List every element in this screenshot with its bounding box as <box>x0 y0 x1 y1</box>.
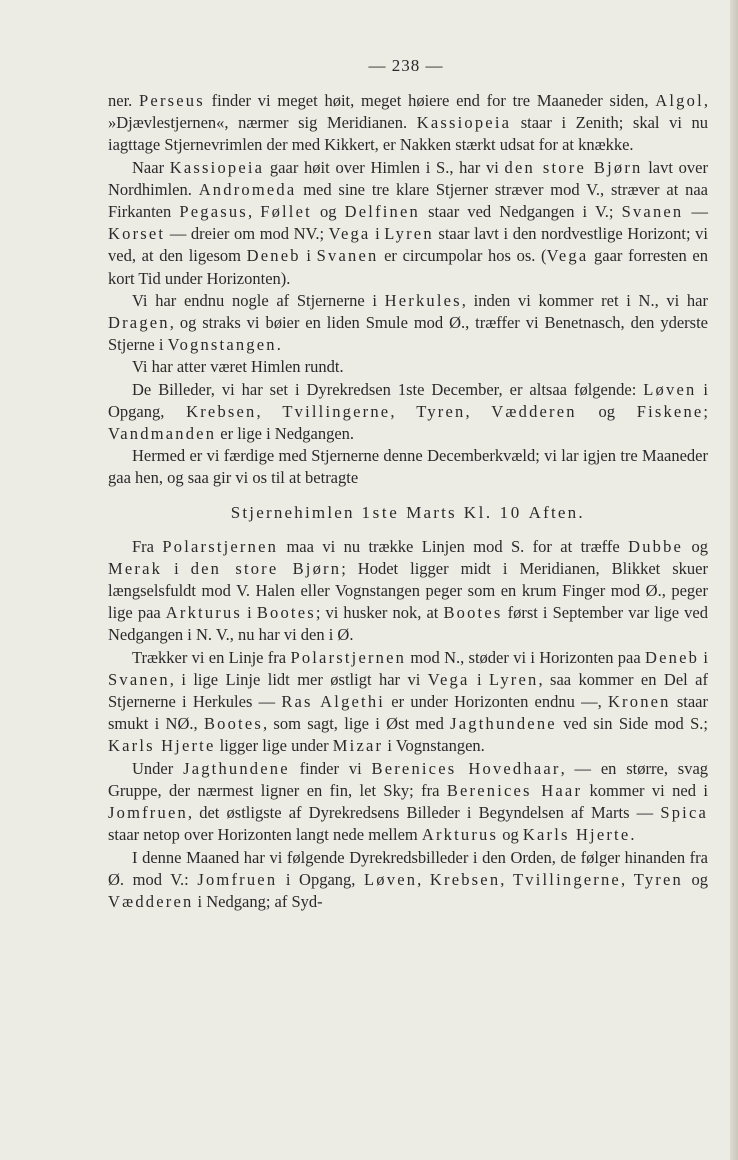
text-run: Naar <box>132 157 170 177</box>
spaced-term: Fiskene <box>636 401 704 421</box>
paragraph <box>108 445 708 489</box>
spaced-term: Marts <box>406 502 457 522</box>
spaced-term: Karls Hjerte <box>522 825 631 845</box>
text-run: er lige i Nedgangen. <box>216 424 355 444</box>
spaced-term: Korset <box>108 224 166 244</box>
text-run: mod N., støder vi i Horizonten paa <box>406 647 646 667</box>
paragraph <box>108 157 708 290</box>
text-run: gaar høit over Himlen i S., har vi <box>264 157 505 177</box>
spaced-term: Lyren <box>384 224 434 244</box>
spaced-term: Svanen <box>316 246 379 266</box>
text-run: . <box>276 335 281 355</box>
spaced-term: Krebsen <box>429 869 501 889</box>
spaced-term: Tvillingerne <box>282 401 391 421</box>
spaced-term: Berenices Hovedhaar <box>371 758 561 778</box>
text-run: , »Djævlestjernen«, nærmer sig Meridianen. <box>108 91 708 133</box>
text-run: i Opgang, <box>108 379 708 421</box>
text-run: i <box>699 647 708 667</box>
spaced-term: Karls Hjerte <box>108 736 216 756</box>
spaced-term: Vædderen <box>491 401 577 421</box>
spaced-term: Bootes <box>443 603 503 623</box>
text-run: er under Horizonten endnu —, <box>385 692 608 712</box>
text-run: i <box>370 224 385 244</box>
text-run: og <box>683 536 708 556</box>
spaced-term: Polarstjernen <box>290 647 407 667</box>
text-run: gaar forresten en kort Tid under Horizonten). <box>108 246 708 288</box>
text-run: , <box>465 401 492 421</box>
spaced-term: Kassiopeia <box>169 157 265 177</box>
spaced-term: Jagthundene <box>450 714 557 734</box>
text-run: i <box>300 246 317 266</box>
text-run: , <box>620 869 634 889</box>
text-run: ner. <box>108 91 140 110</box>
spaced-term: Deneb <box>246 246 301 266</box>
text-run: , <box>256 401 283 421</box>
text-run: , som sagt, lige i Øst med <box>262 714 451 734</box>
body-text <box>108 90 708 913</box>
spaced-term: Bootes <box>256 603 316 623</box>
text-run: , saa kommer en Del af Stjernerne i Herkules — <box>108 669 708 712</box>
spaced-term: Deneb <box>645 647 700 667</box>
spaced-term: Ras Algethi <box>281 692 386 712</box>
text-run: staar lavt i den nordvestlige Horizont; vi ved, at den ligesom <box>108 224 708 266</box>
spaced-term: Algol <box>655 91 704 110</box>
spaced-term: Vognstangen <box>167 335 277 355</box>
text-run: og <box>576 401 637 421</box>
spaced-term: Vega <box>328 224 371 244</box>
text-run: , det østligste af Dyrekredsens Billeder i Begyndelsen af Marts — <box>187 803 661 823</box>
text-run: ; Hodet ligger midt i Meridianen, Blikket skuer længselsfuldt mod V. Halen eller Vognstangen peger som en krum Finger mod Ø., peger lige paa <box>108 558 709 623</box>
paragraph <box>108 647 708 758</box>
text-run: i <box>469 669 489 689</box>
spaced-term: Berenices Haar <box>446 780 583 800</box>
spaced-term: Perseus <box>139 91 205 110</box>
text-run: ligger lige under <box>215 736 333 756</box>
spaced-term: Tvillingerne <box>513 869 621 889</box>
spaced-term: Tyren <box>633 869 683 889</box>
text-run: i <box>242 603 257 623</box>
text-run: kommer vi ned i <box>582 780 708 800</box>
spaced-term: Spica <box>660 803 708 823</box>
spaced-term: Svanen <box>108 669 170 689</box>
page-number: — 238 — <box>368 56 444 75</box>
spaced-term: Bootes <box>203 714 263 734</box>
spaced-term: Lyren <box>488 669 539 689</box>
text-run: med sine tre klare Stjerner stræver mod V., stræver at naa Firkanten <box>108 179 708 222</box>
spaced-term: Arkturus <box>165 603 243 623</box>
text-run: , <box>247 202 261 222</box>
text-run: ; vi husker nok, at <box>315 603 444 623</box>
spaced-term: Arkturus <box>421 825 499 845</box>
text-run: og <box>311 202 345 222</box>
spaced-term: Løven <box>643 379 697 399</box>
text-run: i Vognstangen. <box>383 736 485 756</box>
spaced-term: Vædderen <box>108 891 194 911</box>
text-run: staar i Zenith; skal vi nu iagttage Stjernevrimlen der med Kikkert, er Nakken stærkt udsat for at knække. <box>108 113 708 155</box>
spaced-term: Kassiopeia <box>416 113 512 133</box>
spaced-term: Vandmanden <box>108 424 217 444</box>
paragraph <box>108 379 708 446</box>
spaced-term: Dubbe <box>628 536 684 556</box>
section-heading <box>108 502 708 524</box>
spaced-term: Dragen <box>108 313 170 333</box>
text-run: staar smukt i NØ., <box>108 692 708 734</box>
spaced-term: Stjernehimlen <box>230 502 355 522</box>
text-run: Vi har atter været Himlen rundt. <box>132 357 344 377</box>
paragraph <box>108 536 708 647</box>
spaced-term: Svanen <box>621 202 684 222</box>
text-run: . <box>578 502 586 522</box>
spaced-term: Kronen <box>607 692 671 712</box>
text-run: og <box>682 869 709 889</box>
text-run: , i lige Linje lidt mer østligt har vi <box>169 669 428 689</box>
spaced-term: Krebsen <box>186 401 257 421</box>
text-run: i <box>162 558 191 578</box>
spaced-term: Jagthundene <box>183 758 290 778</box>
text-run: maa vi nu trække Linjen mod S. for at træffe <box>278 536 629 556</box>
text-run: Hermed er vi færdige med Stjernerne denne Decemberkvæld; vi lar igjen tre Maaneder gaa hen, og saa gir vi os til at betragte <box>108 446 708 488</box>
text-run: Under <box>132 758 184 778</box>
text-run: er circumpolar hos os. ( <box>378 246 547 266</box>
paragraph <box>108 758 708 847</box>
spaced-term: den store Bjørn <box>504 157 643 177</box>
paragraph <box>108 290 708 357</box>
text-run: 1ste <box>354 502 407 522</box>
text-run: i Nedgang; af Syd- <box>193 891 323 911</box>
spaced-term: Vega <box>427 669 470 689</box>
text-run: Fra <box>132 536 163 556</box>
text-run: Trækker vi en Linje fra <box>132 647 291 667</box>
text-run: staar netop over Horizonten langt nede mellem <box>108 825 422 845</box>
text-run: — <box>683 202 708 222</box>
text-run: staar ved Nedgangen i V.; <box>419 202 622 222</box>
spaced-term: Føllet <box>260 202 312 222</box>
text-run: lavt over Nordhimlen. <box>108 157 708 199</box>
text-run: , <box>417 869 430 889</box>
text-run: og <box>498 825 523 845</box>
spaced-term: Mizar <box>332 736 384 756</box>
text-run: ; <box>703 401 709 421</box>
spaced-term: Pegasus <box>179 202 248 222</box>
text-run: Kl. 10 <box>456 502 529 522</box>
text-run: finder vi <box>289 758 372 778</box>
spaced-term: Jomfruen <box>108 803 188 823</box>
text-run: , — en større, svag Gruppe, der nærmest ligner en fin, let Sky; fra <box>108 758 709 800</box>
text-run: , <box>390 401 417 421</box>
spaced-term: Merak <box>108 558 163 578</box>
paragraph <box>108 356 708 378</box>
spaced-term: Løven <box>364 869 418 889</box>
text-run: — dreier om mod NV.; <box>165 224 329 244</box>
spaced-term: Delfinen <box>344 202 420 222</box>
text-run: , og straks vi bøier en liden Smule mod Ø., træffer vi Benetnasch, den yderste Stjerne i <box>108 313 708 355</box>
paragraph <box>108 847 708 914</box>
text-run: Vi har endnu nogle af Stjernerne i <box>132 290 385 310</box>
text-run: De Billeder, vi har set i Dyrekredsen 1ste December, er altsaa følgende: <box>132 379 644 399</box>
text-run: ved sin Side mod S.; <box>556 714 708 734</box>
text-run: først i September var lige ved Nedgangen i N. V., nu har vi den i Ø. <box>108 603 708 645</box>
spaced-term: den store Bjørn <box>190 558 342 578</box>
text-run: . <box>630 825 635 845</box>
page-edge <box>730 0 738 1160</box>
spaced-term: Aften <box>528 502 579 522</box>
spaced-term: Tyren <box>416 401 466 421</box>
paragraph <box>108 90 708 157</box>
spaced-term: Polarstjernen <box>162 536 279 556</box>
text-run: , inden vi kommer ret i N., vi har <box>461 290 708 310</box>
text-run: , <box>500 869 513 889</box>
spaced-term: Herkules <box>384 290 462 310</box>
spaced-term: Jomfruen <box>197 869 278 889</box>
spaced-term: Vega <box>546 246 589 266</box>
text-run: finder vi meget høit, meget høiere end for tre Maaneder siden, <box>204 91 656 110</box>
text-run: I denne Maaned har vi følgende Dyrekredsbilleder i den Orden, de følger hinanden fra Ø. mod V.: <box>108 847 708 889</box>
text-run: i Opgang, <box>277 869 365 889</box>
spaced-term: Andromeda <box>198 179 297 199</box>
